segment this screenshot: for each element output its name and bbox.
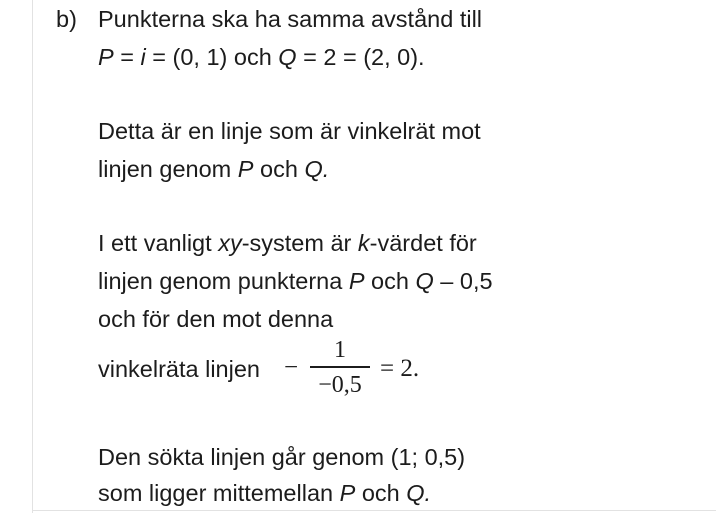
text-segment: och xyxy=(355,480,407,506)
var-q: Q xyxy=(278,44,297,70)
var-xy: xy xyxy=(218,230,242,256)
item-label: b) xyxy=(56,6,77,32)
text-segment: -värdet för xyxy=(369,230,477,256)
minus-sign: − xyxy=(284,354,299,381)
text-line-8: vinkelräta linjen xyxy=(98,356,260,382)
text-line-7: och för den mot denna xyxy=(98,306,334,332)
text-line-3: Detta är en linje som är vinkelrät mot xyxy=(98,118,481,144)
fraction-bar xyxy=(310,366,370,368)
var-q: Q. xyxy=(406,480,432,506)
point-p-coords: = (0, 1) och xyxy=(145,44,279,70)
text-segment: -system är xyxy=(241,230,358,256)
text-line-5 xyxy=(98,228,477,258)
text-line-4 xyxy=(98,154,329,184)
var-p: P xyxy=(237,156,254,182)
point-q-coords: = 2 = (2, 0). xyxy=(296,44,425,70)
text-segment: linjen genom xyxy=(98,156,238,182)
fraction xyxy=(310,336,370,399)
text-segment: som ligger mittemellan xyxy=(98,480,340,506)
var-q: Q. xyxy=(304,156,330,182)
fraction-numerator: 1 xyxy=(334,337,346,363)
var-p: P xyxy=(348,268,365,294)
equals-result: = 2. xyxy=(380,355,420,382)
bottom-rule xyxy=(32,510,716,511)
fraction-denominator: −0,5 xyxy=(318,371,362,398)
text-line-2 xyxy=(98,42,425,72)
var-i: i xyxy=(140,44,146,70)
text-line-10 xyxy=(98,478,431,508)
var-q: Q xyxy=(415,268,434,294)
text-line-6 xyxy=(98,266,493,296)
text-line-9: Den sökta linjen går genom (1; 0,5) xyxy=(98,444,466,470)
eq-sign: = xyxy=(113,44,141,70)
left-margin-rule xyxy=(32,0,33,513)
var-k: k xyxy=(357,230,370,256)
text-segment: linjen genom punkterna xyxy=(98,268,349,294)
text-segment: och xyxy=(364,268,416,294)
var-p: P xyxy=(339,480,356,506)
text-segment: – 0,5 xyxy=(433,268,493,294)
text-line-1: Punkterna ska ha samma avstånd till xyxy=(98,6,483,32)
text-segment: och xyxy=(253,156,305,182)
text-segment: I ett vanligt xyxy=(98,230,219,256)
var-p: P xyxy=(98,44,114,70)
